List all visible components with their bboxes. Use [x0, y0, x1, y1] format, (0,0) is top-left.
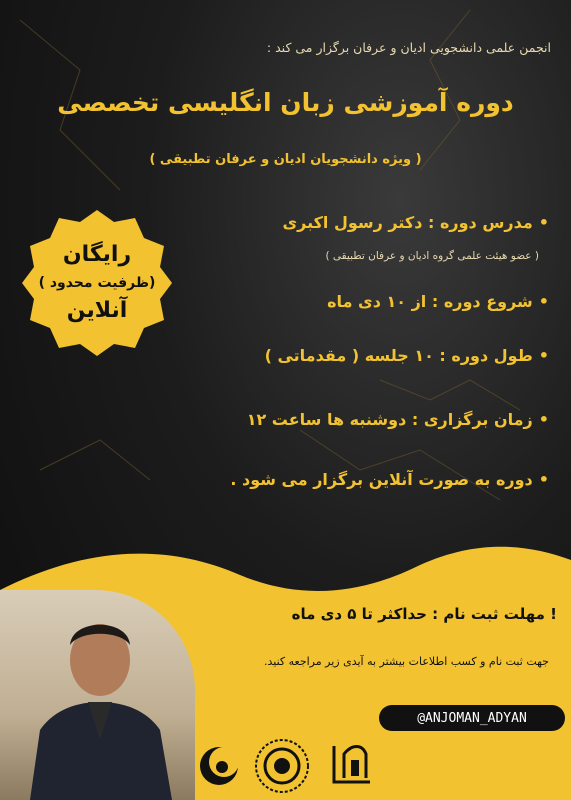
instructor-item [282, 213, 549, 232]
instructor-note: ( عضو هیئت علمی گروه ادیان و عرفان تطبیقی ) [325, 250, 539, 262]
badge-online: آنلاین [66, 298, 128, 323]
registration-deadline: ! مهلت ثبت نام : حداکثر تا ۵ دی ماه [291, 605, 557, 623]
time-text: زمان برگزاری : دوشنبه ها ساعت ۱۲ [246, 410, 533, 429]
length-item [265, 346, 549, 365]
mode-item [230, 470, 549, 489]
bullet-icon: • [538, 470, 549, 489]
instructor-text: مدرس دوره : دکتر رسول اکبری [282, 213, 533, 232]
telegram-handle[interactable]: @ANJOMAN_ADYAN [379, 705, 565, 731]
association-seal-icon [254, 738, 310, 794]
free-online-badge [22, 208, 172, 358]
crescent-logo-icon [198, 745, 240, 787]
intro-text: انجمن علمی دانشجویی ادیان و عرفان برگزار می کند : [266, 40, 551, 55]
university-logo-icon [324, 738, 380, 794]
badge-capacity: (ظرفیت محدود ) [38, 275, 156, 291]
badge-free: رایگان [62, 242, 132, 267]
instructor-photo [0, 590, 195, 800]
start-item [327, 292, 549, 311]
course-subtitle: ( ویژه دانشجویان ادیان و عرفان تطبیقی ) [149, 152, 422, 167]
bullet-icon: • [538, 346, 549, 365]
length-text: طول دوره : ۱۰ جلسه ( مقدماتی ) [264, 346, 533, 365]
course-title: دوره آموزشی زبان انگلیسی تخصصی [57, 88, 514, 117]
bullet-icon: • [538, 213, 549, 232]
registration-note: جهت ثبت نام و کسب اطلاعات بیشتر به آیدی زیر مراجعه کنید. [263, 655, 549, 668]
time-item [247, 410, 549, 429]
start-text: شروع دوره : از ۱۰ دی ماه [327, 292, 533, 311]
logos-row [198, 738, 380, 794]
bullet-icon: • [538, 410, 549, 429]
mode-text: دوره به صورت آنلاین برگزار می شود . [230, 470, 533, 489]
bullet-icon: • [538, 292, 549, 311]
